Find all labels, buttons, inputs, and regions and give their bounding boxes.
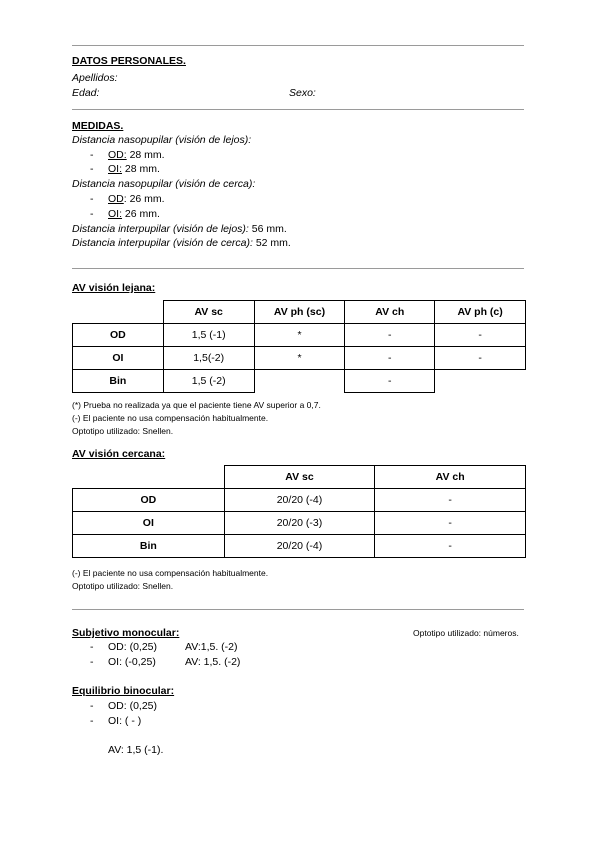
- sexo-label: Sexo:: [289, 87, 316, 99]
- row-label: OI: [73, 512, 225, 535]
- table-cell: -: [375, 489, 526, 512]
- measure-value: 26 mm.: [122, 208, 160, 220]
- bullet-dash: -: [90, 715, 94, 727]
- divider: [72, 609, 524, 610]
- dnp-cerca-oi: [108, 208, 160, 220]
- measure-value: 28 mm.: [122, 163, 160, 175]
- table-cell: *: [254, 347, 345, 370]
- table-cell-empty: [254, 370, 345, 393]
- bullet-dash: -: [90, 700, 94, 712]
- note-lejana-3: Optotipo utilizado: Snellen.: [72, 426, 174, 436]
- av-lejana-table: [72, 300, 526, 393]
- bullet-dash: -: [90, 641, 94, 653]
- table-row: [73, 512, 526, 535]
- header-av-ph-c: AV ph (c): [435, 301, 526, 324]
- divider: [72, 109, 524, 110]
- dnp-lejos-oi: [108, 163, 160, 175]
- table-cell: -: [345, 347, 435, 370]
- dnp-lejos-od: [108, 149, 165, 161]
- note-lejana-1: (*) Prueba no realizada ya que el paciente tiene AV superior a 0,7.: [72, 400, 321, 410]
- table-cell: -: [345, 370, 435, 393]
- row-label: OD: [73, 324, 164, 347]
- equilibrio-od: OD: (0,25): [108, 700, 158, 712]
- table-cell: 20/20 (-4): [224, 535, 375, 558]
- row-label: OI: [73, 347, 164, 370]
- av-cercana-heading: AV visión cercana:: [72, 448, 166, 460]
- av-lejana-heading: AV visión lejana:: [72, 282, 156, 294]
- bullet-dash: -: [90, 193, 94, 205]
- subjetivo-oi: OI: (-0,25): [108, 656, 156, 668]
- row-label: OD: [73, 489, 225, 512]
- table-cell: -: [375, 512, 526, 535]
- dip-lejos-value: 56 mm.: [248, 223, 287, 235]
- dnp-cerca-label: Distancia nasopupilar (visión de cerca):: [72, 178, 256, 190]
- table-cell: 20/20 (-3): [224, 512, 375, 535]
- measure-value: 28 mm.: [126, 149, 165, 161]
- subjetivo-optotipo: Optotipo utilizado: números.: [413, 628, 519, 638]
- table-row: [73, 347, 526, 370]
- dnp-lejos-label: Distancia nasopupilar (visión de lejos):: [72, 134, 252, 146]
- header-av-sc: AV sc: [224, 466, 375, 489]
- header-av-ch: AV ch: [345, 301, 435, 324]
- note-lejana-2: (-) El paciente no usa compensación habitualmente.: [72, 413, 269, 423]
- table-row: [73, 370, 526, 393]
- dip-cerca-value: 52 mm.: [252, 237, 291, 249]
- header-av-sc: AV sc: [163, 301, 254, 324]
- eye-label: OI:: [108, 163, 123, 175]
- row-label: Bin: [73, 370, 164, 393]
- divider: [72, 45, 524, 46]
- dip-cerca-label: Distancia interpupilar (visión de cerca):: [72, 237, 253, 249]
- eye-label: OD:: [108, 149, 127, 161]
- bullet-dash: -: [90, 208, 94, 220]
- av-cercana-table: [72, 465, 526, 558]
- subjetivo-oi-av: AV: 1,5. (-2): [185, 656, 241, 668]
- dnp-cerca-od: [108, 193, 165, 205]
- table-cell: -: [375, 535, 526, 558]
- equilibrio-av: AV: 1,5 (-1).: [108, 744, 164, 756]
- dip-cerca: [72, 237, 291, 249]
- header-av-ch: AV ch: [375, 466, 526, 489]
- table-row: [73, 324, 526, 347]
- eye-label: OI:: [108, 208, 123, 220]
- eye-label: OD: [108, 193, 124, 205]
- subjetivo-od: OD: (0,25): [108, 641, 158, 653]
- table-cell: -: [435, 347, 526, 370]
- table-row: [73, 535, 526, 558]
- header-empty-cell: [73, 466, 225, 489]
- table-cell: 1,5(-2): [163, 347, 254, 370]
- apellidos-label: Apellidos:: [72, 72, 118, 84]
- table-cell: 20/20 (-4): [224, 489, 375, 512]
- divider: [72, 268, 524, 269]
- table-row: [73, 489, 526, 512]
- table-header-row: [73, 466, 526, 489]
- bullet-dash: -: [90, 163, 94, 175]
- subjetivo-od-av: AV:1,5. (-2): [185, 641, 238, 653]
- row-label: Bin: [73, 535, 225, 558]
- table-cell-empty: [435, 370, 526, 393]
- dip-lejos: [72, 223, 287, 235]
- note-cercana-2: Optotipo utilizado: Snellen.: [72, 581, 174, 591]
- table-header-row: [73, 301, 526, 324]
- table-cell: 1,5 (-1): [163, 324, 254, 347]
- bullet-dash: -: [90, 149, 94, 161]
- equilibrio-oi: OI: ( - ): [108, 715, 142, 727]
- personal-heading: DATOS PERSONALES.: [72, 55, 186, 67]
- measure-value: : 26 mm.: [123, 193, 165, 205]
- equilibrio-heading: Equilibrio binocular:: [72, 685, 175, 697]
- header-empty-cell: [73, 301, 164, 324]
- table-cell: *: [254, 324, 345, 347]
- header-av-ph-sc: AV ph (sc): [254, 301, 345, 324]
- edad-label: Edad:: [72, 87, 100, 99]
- table-cell: -: [345, 324, 435, 347]
- subjetivo-heading: Subjetivo monocular:: [72, 627, 180, 639]
- dip-lejos-label: Distancia interpupilar (visión de lejos):: [72, 223, 249, 235]
- note-cercana-1: (-) El paciente no usa compensación habitualmente.: [72, 568, 269, 578]
- table-cell: -: [435, 324, 526, 347]
- table-cell: 1,5 (-2): [163, 370, 254, 393]
- medidas-heading: MEDIDAS.: [72, 120, 124, 132]
- bullet-dash: -: [90, 656, 94, 668]
